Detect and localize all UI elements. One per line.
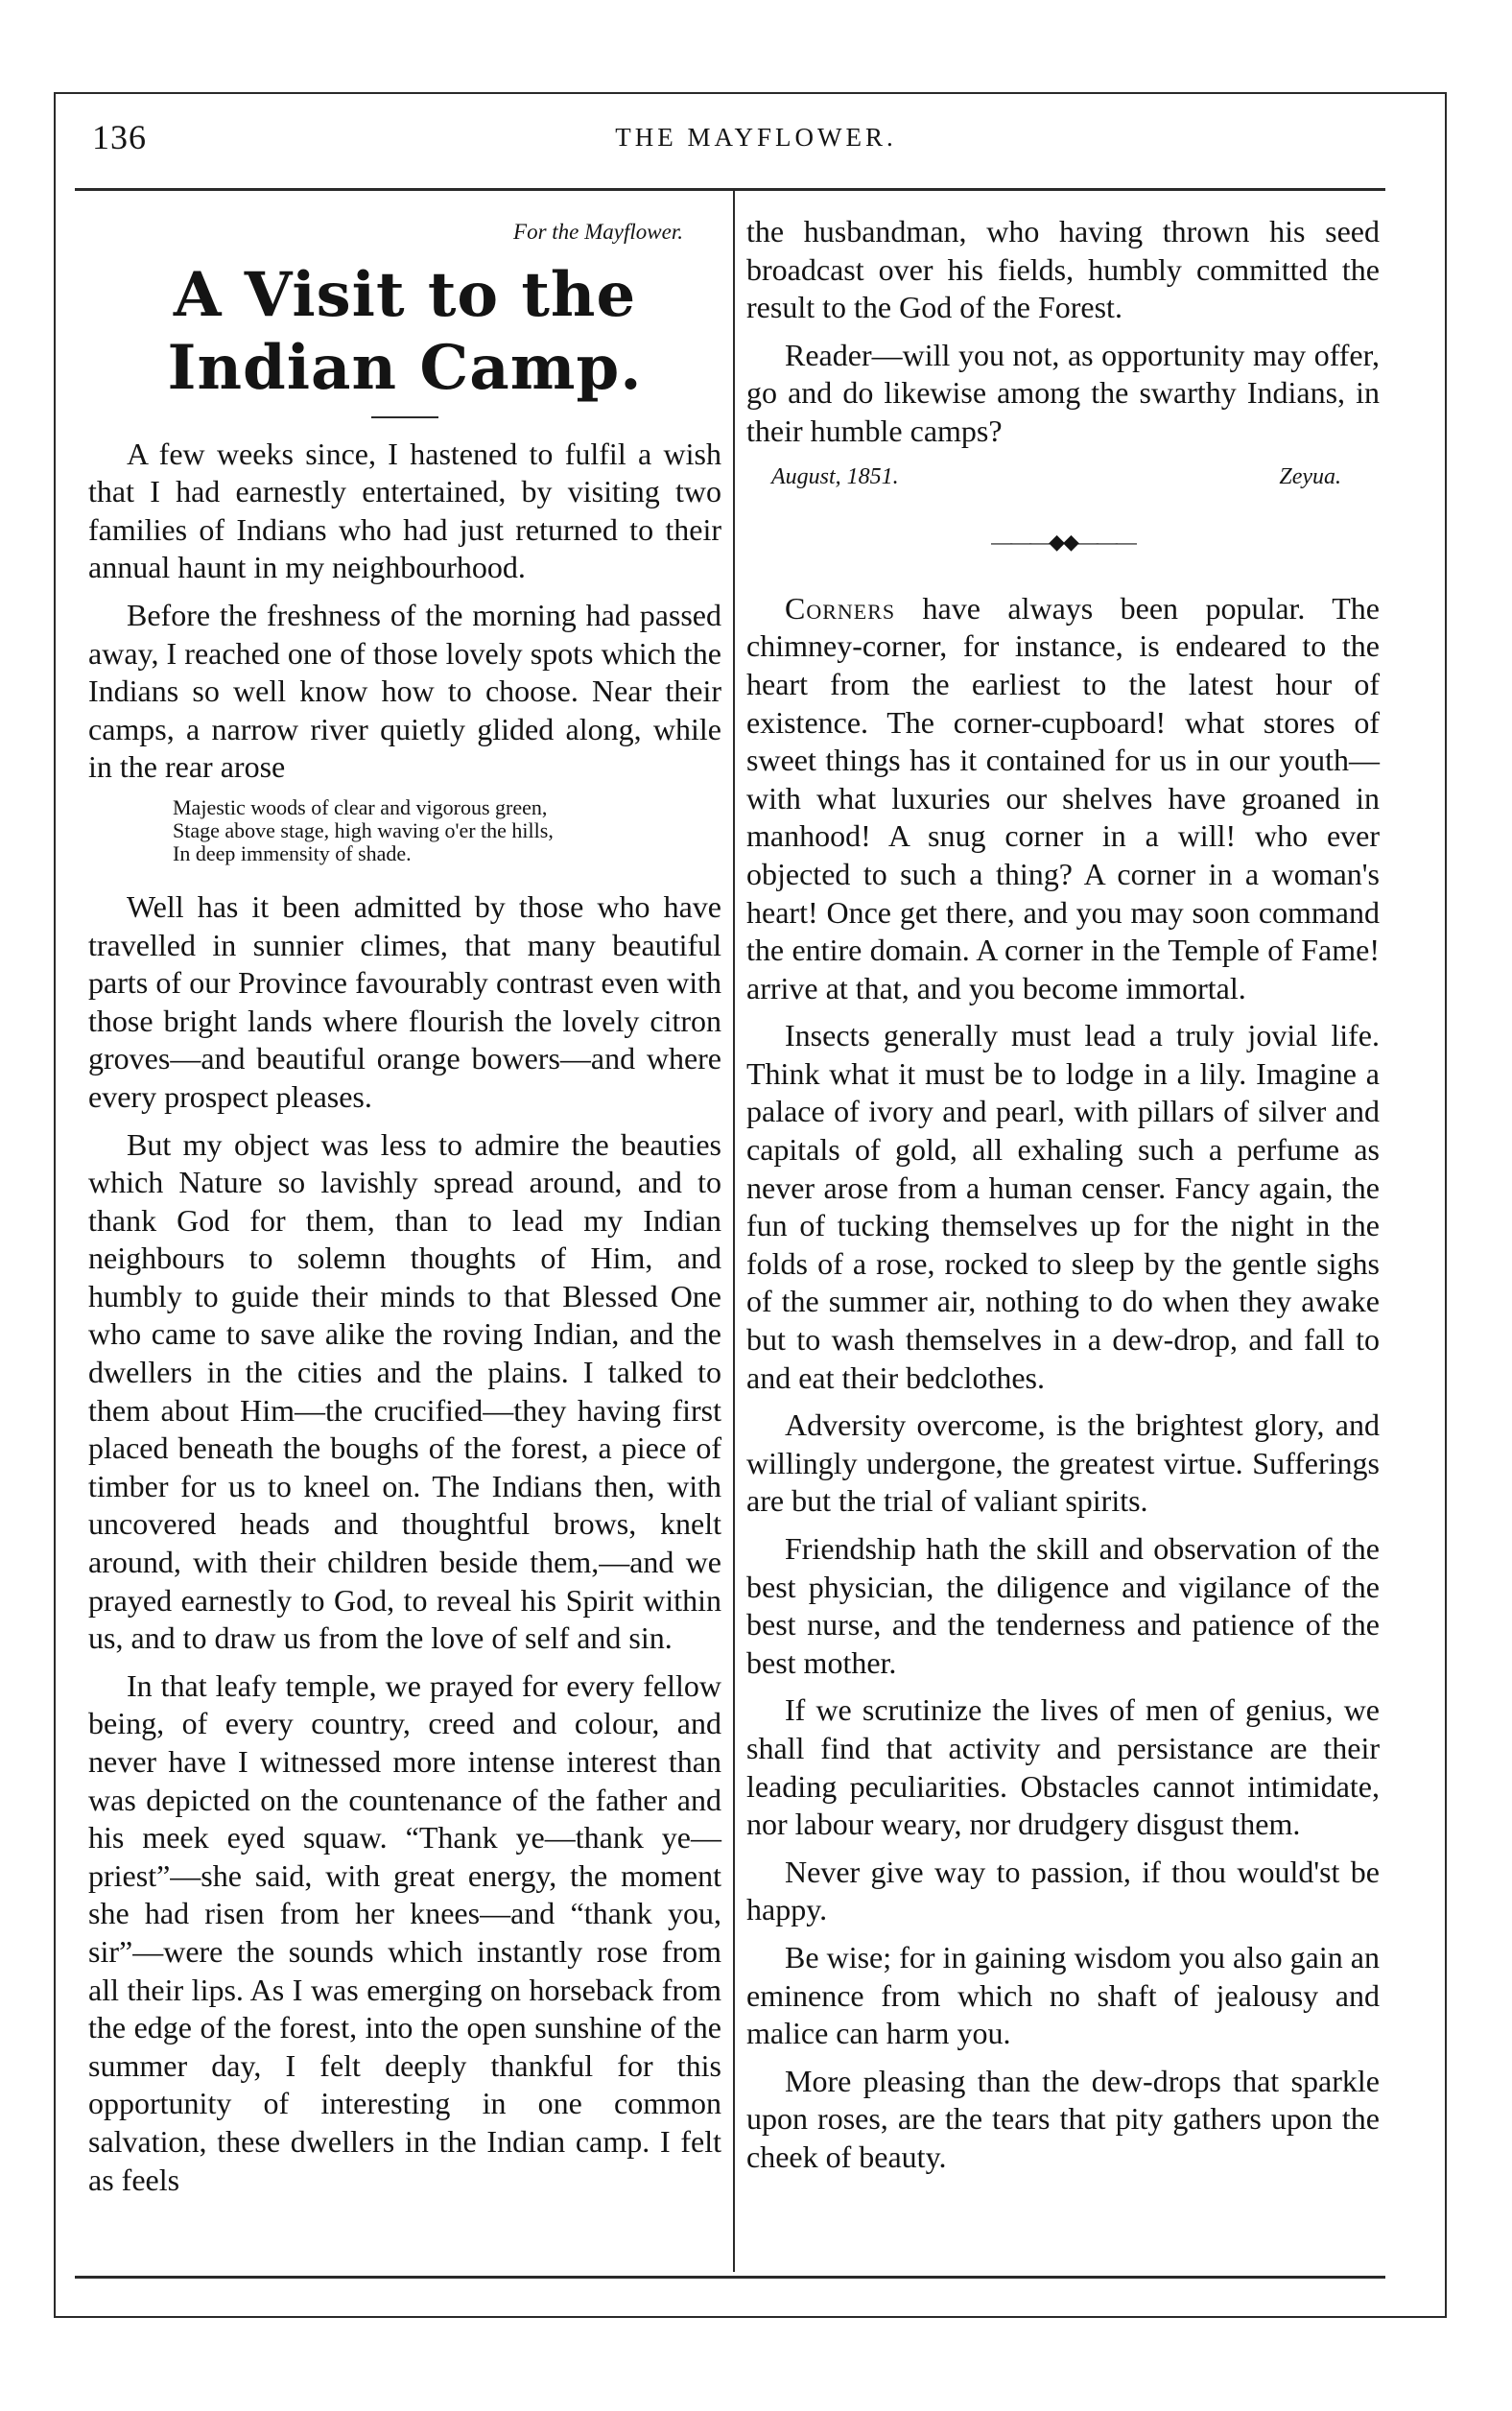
- paragraph: Before the freshness of the morning had passed away, I reached one of those lovely spots which the Indians so well know how to choose. Near their camps, a narrow river quietly glided along, while in the rear arose: [88, 597, 721, 785]
- bottom-border-rule: [54, 2316, 1447, 2318]
- poem-line: In deep immensity of shade.: [173, 840, 412, 865]
- header-rule: [75, 188, 1385, 191]
- paragraph: In that leafy temple, we prayed for every fellow being, of every country, creed and colour, and never have I witnessed more intense interest than was depicted on the countenance of the father and his meek eyed squaw. “Thank ye—thank ye—priest”—she said, with great energy, the moment she had risen from her knees—and “thank you, sir”—were the sounds which instantly rose from all their lips. As I was emerging on horseback from the edge of the forest, into the open sunshine of the summer day, I felt deeply thankful for this opportunity of interesting in one common salvation, these dwellers in the Indian camp. I felt as feels: [88, 1667, 721, 2197]
- poem-line: Majestic woods of clear and vigorous green,: [173, 794, 548, 819]
- left-border-rule: [54, 92, 56, 2318]
- paragraph-text: have always been popular. The chimney-corner, for instance, is endeared to the heart from the earliest to the latest hour of existence. The corner-cupboard! what stores of sweet things has it contained for us in our youth—with what luxuries our shelves have groaned in manhood! A snug corner in a will! who ever objected to such a thing? A corner in a woman's heart! Once get there, and you may soon command the entire domain. A corner in the Temple of Fame! arrive at that, and you become immortal.: [746, 590, 1380, 1005]
- paragraph: But my object was less to admire the beauties which Nature so lavishly spread around, and to thank God for them, than to lead my Indian neighbours to solemn thoughts of Him, and humbly to guide their minds to that Blessed One who came to save alike the roving Indian, and the dwellers in the cities and the plains. I talked to them about Him—the crucified—they having first placed beneath the boughs of the forest, a piece of timber for us to kneel on. The Indians then, with uncovered heads and thoughtful brows, knelt around, with their children beside them,—and we prayed earnestly to God, to reveal his Spirit within us, and to draw us from the love of self and sin.: [88, 1126, 721, 1656]
- left-column: [88, 213, 721, 2209]
- paragraph: Never give way to passion, if thou would'st be happy.: [746, 1854, 1380, 1927]
- article-title: A Visit to the Indian Camp.: [167, 258, 643, 404]
- paragraph-continued: the husbandman, who having thrown his seed broadcast over his fields, humbly committed the result to the God of the Forest.: [746, 214, 1380, 325]
- top-border-rule: [54, 92, 1447, 94]
- right-column: [746, 213, 1380, 2186]
- author-signature: Zeyua.: [1279, 463, 1341, 489]
- right-border-rule: [1445, 92, 1447, 2318]
- paragraph: Well has it been admitted by those who have travelled in sunnier climes, that many beautiful parts of our Province favourably contrast even with those bright lands where flourish the lovely citron groves—and beautiful orange bowers—and where every prospect pleases.: [88, 888, 721, 1114]
- bottom-rule: [75, 2276, 1385, 2279]
- column-divider: [733, 188, 735, 2272]
- paragraph: Reader—will you not, as opportunity may offer, go and do likewise among the swarthy Indians, in their humble camps?: [746, 337, 1380, 448]
- poem-quote: [88, 796, 721, 865]
- paragraph: Be wise; for in gaining wisdom you also gain an eminence from which no shaft of jealousy and malice can harm you.: [746, 1939, 1380, 2051]
- paragraph: Friendship hath the skill and observation of the best physician, the diligence and vigilance of the best nurse, and the tenderness and patience of the best mother.: [746, 1531, 1380, 1680]
- paragraph: A few weeks since, I hastened to fulfil a wish that I had earnestly entertained, by visiting two families of Indians who had just returned to their annual haunt in my neighbourhood.: [88, 436, 721, 585]
- magazine-title: THE MAYFLOWER.: [615, 123, 897, 152]
- lead-word: Corners: [785, 590, 896, 626]
- article-date: August, 1851.: [771, 463, 899, 489]
- poem-line: Stage above stage, high waving o'er the hills,: [173, 817, 554, 842]
- paragraph: [746, 590, 1380, 1008]
- paragraph: If we scrutinize the lives of men of genius, we shall find that activity and persistance are their leading peculiarities. Obstacles cannot intimidate, nor labour weary, nor drudgery disgust them.: [746, 1692, 1380, 1842]
- paragraph: Insects generally must lead a truly jovial life. Think what it must be to lodge in a lily. Imagine a palace of ivory and pearl, with pillars of silver and capitals of gold, all exhaling such a perfume as never arose from a human censer. Fancy again, the fun of tucking themselves up for the night in the folds of a rose, rocked to sleep by the gentle sighs of the summer air, nothing to do when they awake but to wash themselves in a dew-drop, and fall to and eat their bedclothes.: [746, 1018, 1380, 1395]
- page-number: 136: [92, 118, 147, 156]
- paragraph: More pleasing than the dew-drops that sparkle upon roses, are the tears that pity gathers upon the cheek of beauty.: [746, 2063, 1380, 2174]
- paragraph: Adversity overcome, is the brightest glory, and willingly undergone, the greatest virtue. Sufferings are but the trial of valiant spirits.: [746, 1407, 1380, 1519]
- section-ornament: ———◆◆———: [991, 530, 1135, 555]
- article-signoff: [746, 459, 1380, 497]
- article-attribution: For the Mayflower.: [513, 220, 683, 244]
- title-divider: [371, 416, 438, 418]
